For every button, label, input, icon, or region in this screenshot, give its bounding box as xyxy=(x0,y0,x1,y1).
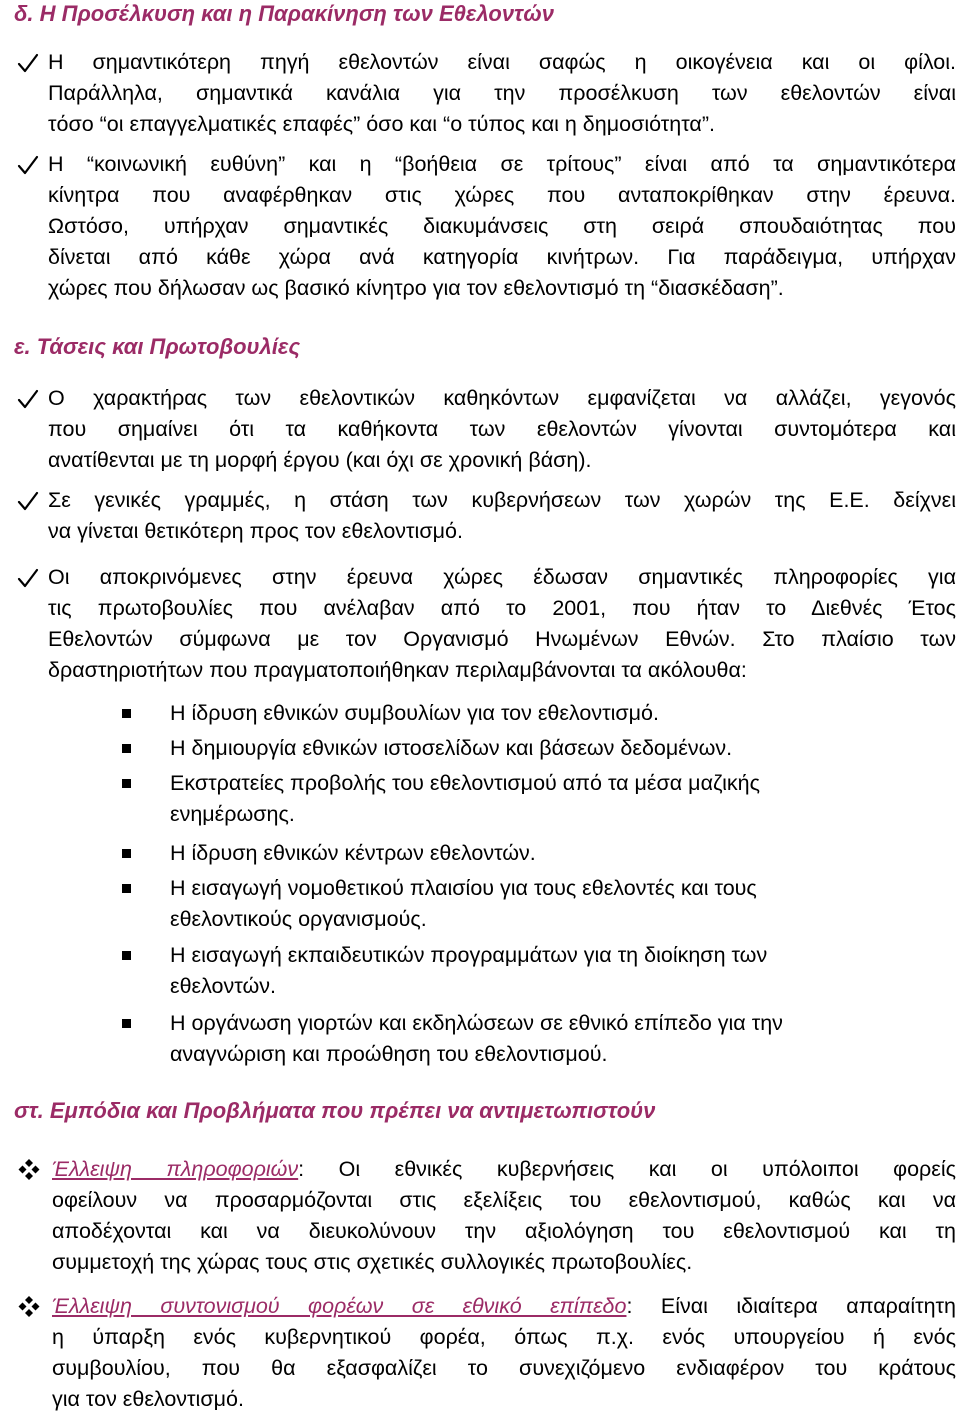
text-line: Η σημαντικότερη πηγή εθελοντών είναι σαφώς η οικογένεια και οι φίλοι. xyxy=(48,50,956,74)
text-line: εθελοντών. xyxy=(170,974,276,998)
square-bullet-icon xyxy=(122,951,131,960)
text-line: Η ίδρυση εθνικών συμβουλίων για τον εθελοντισμό. xyxy=(170,701,659,725)
item-title-rest: : Οι εθνικές κυβερνήσεις και οι υπόλοιποι φορείς xyxy=(298,1157,956,1181)
list-item xyxy=(16,1291,956,1415)
list-item-text xyxy=(48,562,956,686)
list-item-text xyxy=(48,485,956,547)
text-line: Η δημιουργία εθνικών ιστοσελίδων και βάσεων δεδομένων. xyxy=(170,736,733,760)
text-line: Η ίδρυση εθνικών κέντρων εθελοντών. xyxy=(170,841,536,865)
text-line: δίνεται από κάθε χώρα ανά κατηγορία κινήτρων. Για παράδειγμα, υπήρχαν xyxy=(48,245,956,269)
item-title: Έλλειψη πληροφοριών xyxy=(52,1157,299,1181)
list-item-text xyxy=(48,383,956,476)
square-bullet-icon xyxy=(122,849,131,858)
list-item xyxy=(16,47,956,140)
text-line: Παράλληλα, σημαντικά κανάλια για την προσέλκυση των εθελοντών είναι xyxy=(48,81,956,105)
list-item xyxy=(16,383,956,476)
check-icon xyxy=(16,47,42,78)
text-line: τόσο “οι επαγγελματικές επαφές” όσο και “ο τύπος και η δημοσιότητα”. xyxy=(48,112,715,136)
check-icon xyxy=(16,562,42,593)
check-icon xyxy=(16,149,42,180)
list-item xyxy=(16,485,956,547)
text-line: ενημέρωσης. xyxy=(170,802,295,826)
list-item xyxy=(16,1154,956,1278)
text-line: κίνητρα που αναφέρθηκαν στις χώρες που ανταποκρίθηκαν στην έρευνα. xyxy=(48,183,956,207)
section-heading-st: στ. Εμπόδια και Προβλήματα που πρέπει να αντιμετωπιστούν xyxy=(14,1098,656,1123)
text-line: συμβουλίου, που θα εξασφαλίζει το συνεχιζόμενο ενδιαφέρον του κράτους xyxy=(52,1356,956,1380)
text-line: χώρες που δήλωσαν ως βασικό κίνητρο για τον εθελοντισμό τη “διασκέδαση”. xyxy=(48,276,784,300)
list-item-text xyxy=(52,1291,956,1415)
section-heading-d: δ. Η Προσέλκυση και η Παρακίνηση των Εθελοντών xyxy=(14,1,554,26)
check-icon xyxy=(16,383,42,414)
list-item-text xyxy=(48,47,956,140)
text-line: συμμετοχή της χώρας τους στις σχετικές συλλογικές πρωτοβουλίες. xyxy=(52,1250,693,1274)
list-item xyxy=(16,149,956,304)
text-line: οφείλουν να προσαρμόζονται στις εξελίξεις του εθελοντισμού, καθώς και να xyxy=(52,1188,956,1212)
square-bullet-icon xyxy=(122,884,131,893)
diamond-icon xyxy=(16,1154,42,1185)
text-line: Οι αποκρινόμενες στην έρευνα χώρες έδωσαν σημαντικές πληροφορίες για xyxy=(48,565,956,589)
text-line: δραστηριοτήτων που πραγματοποιήθηκαν περιλαμβάνονται τα ακόλουθα: xyxy=(48,658,747,682)
text-line: αναγνώριση και προώθηση του εθελοντισμού. xyxy=(170,1042,608,1066)
text-line: η ύπαρξη ενός κυβερνητικού φορέα, όπως π.χ. ενός υπουργείου ή ενός xyxy=(52,1325,956,1349)
text-line: Η οργάνωση γιορτών και εκδηλώσεων σε εθνικό επίπεδο για την xyxy=(170,1011,783,1035)
diamond-icon xyxy=(16,1291,42,1322)
item-title: Έλλειψη συντονισμού φορέων σε εθνικό επίπεδο xyxy=(52,1294,627,1318)
section-heading-e: ε. Τάσεις και Πρωτοβουλίες xyxy=(14,334,301,359)
text-line: Ωστόσο, υπήρχαν σημαντικές διακυμάνσεις στη σειρά σπουδαιότητας που xyxy=(48,214,956,238)
text-line xyxy=(52,1291,956,1322)
square-bullet-icon xyxy=(122,779,131,788)
list-item-text xyxy=(52,1154,956,1278)
text-line: Εκστρατείες προβολής του εθελοντισμού από τα μέσα μαζικής xyxy=(170,771,760,795)
text-line xyxy=(52,1154,956,1185)
square-bullet-icon xyxy=(122,709,131,718)
item-title-rest: : Είναι ιδιαίτερα απαραίτητη xyxy=(626,1294,956,1318)
text-line: να γίνεται θετικότερη προς τον εθελοντισμό. xyxy=(48,519,463,543)
text-line: εθελοντικούς οργανισμούς. xyxy=(170,907,427,931)
text-line: Ο χαρακτήρας των εθελοντικών καθηκόντων εμφανίζεται να αλλάζει, γεγονός xyxy=(48,386,956,410)
text-line: Η “κοινωνική ευθύνη” και η “βοήθεια σε τρίτους” είναι από τα σημαντικότερα xyxy=(48,152,956,176)
text-line: ανατίθενται με τη μορφή έργου (και όχι σε χρονική βάση). xyxy=(48,448,592,472)
text-line: για τον εθελοντισμό. xyxy=(52,1387,244,1411)
text-line: Σε γενικές γραμμές, η στάση των κυβερνήσεων των χωρών της Ε.Ε. δείχνει xyxy=(48,488,956,512)
text-line: αποδέχονται και να διευκολύνουν την αξιολόγηση του εθελοντισμού και τη xyxy=(52,1219,956,1243)
text-line: τις πρωτοβουλίες που ανέλαβαν από το 2001, που ήταν το Διεθνές Έτος xyxy=(48,596,956,620)
text-line: Η εισαγωγή νομοθετικού πλαισίου για τους εθελοντές και τους xyxy=(170,876,757,900)
text-line: που σημαίνει ότι τα καθήκοντα των εθελοντών γίνονται συντομότερα και xyxy=(48,417,956,441)
square-bullet-icon xyxy=(122,744,131,753)
square-bullet-icon xyxy=(122,1019,131,1028)
text-line: Η εισαγωγή εκπαιδευτικών προγραμμάτων για τη διοίκηση των xyxy=(170,943,768,967)
check-icon xyxy=(16,485,42,516)
list-item-text xyxy=(48,149,956,304)
list-item xyxy=(16,562,956,686)
text-line: Εθελοντών σύμφωνα με τον Οργανισμό Ηνωμένων Εθνών. Στο πλαίσιο των xyxy=(48,627,956,651)
